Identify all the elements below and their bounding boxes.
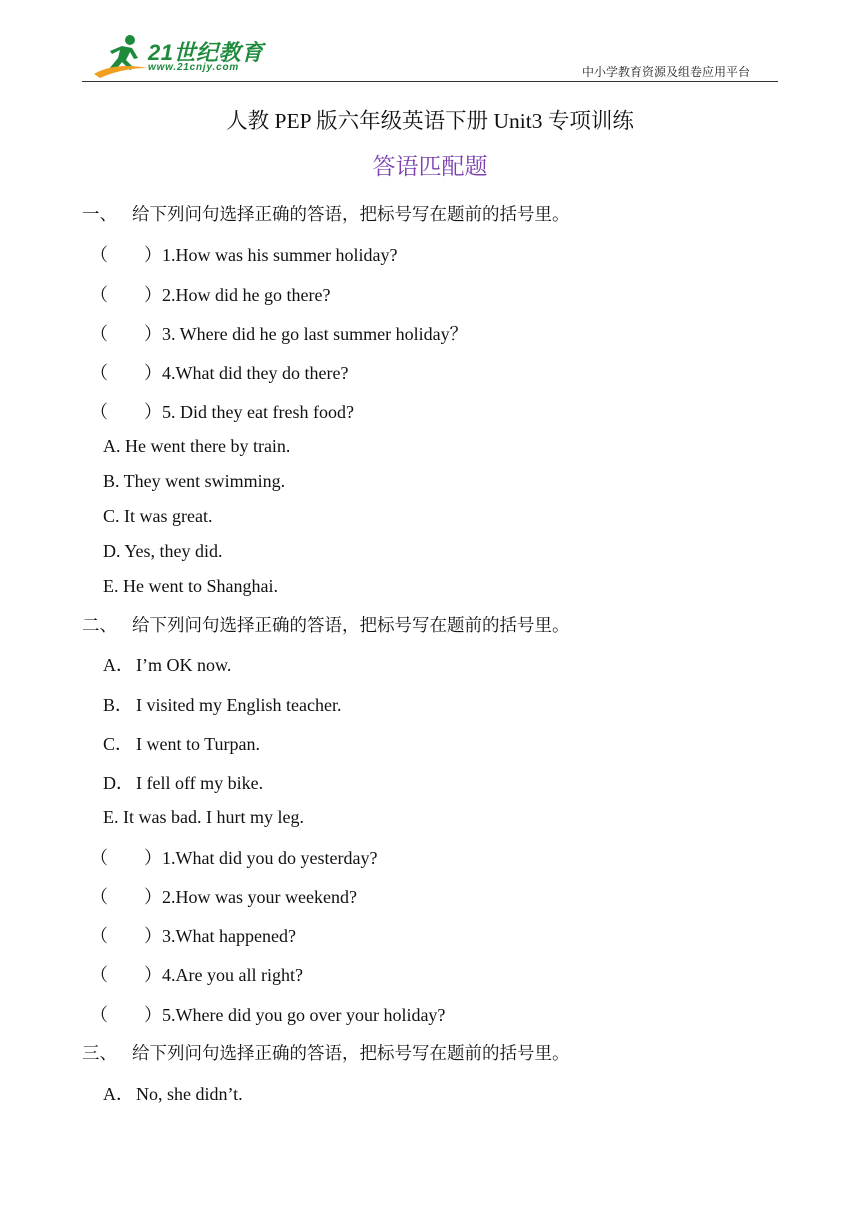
answer-blank-close: ） [144, 848, 162, 868]
answer-blank-open: （ [90, 848, 108, 868]
option-text: I went to Turpan. [136, 734, 261, 754]
answer-option [103, 730, 260, 756]
question-item [90, 320, 468, 346]
answer-blank-open: （ [90, 965, 108, 985]
answer-blank-close: ） [144, 887, 162, 907]
option-letter: B． [103, 695, 134, 715]
question-text: 4.Are you all right? [162, 965, 303, 985]
section-heading [82, 201, 570, 226]
answer-blank-open: （ [90, 363, 108, 383]
answer-blank-close: ） [144, 965, 162, 985]
option-text: I fell off my bike. [136, 773, 264, 793]
question-text: 5. Did they eat fresh food? [162, 402, 354, 422]
answer-blank-open: （ [90, 887, 108, 907]
section-instruction: 给下列问句选择正确的答语，把标号写在题前的括号里。 [132, 616, 570, 636]
answer-blank-close: ） [144, 285, 162, 305]
question-item [90, 281, 330, 307]
option-letter: A． [103, 655, 134, 675]
question-item [90, 844, 377, 870]
document-title: 人教 PEP 版六年级英语下册 Unit3 专项训练 [226, 109, 634, 133]
question-text: 3.What happened? [162, 926, 296, 946]
section-instruction: 给下列问句选择正确的答语，把标号写在题前的括号里。 [132, 205, 570, 225]
section-heading [82, 612, 570, 637]
question-item [90, 883, 357, 909]
answer-option [103, 651, 231, 677]
question-text: 1.How was his summer holiday? [162, 245, 398, 265]
page-header [0, 0, 860, 90]
answer-blank-close: ） [144, 245, 162, 265]
option-text: No, she didn’t. [136, 1084, 243, 1104]
answer-blank-close: ） [144, 402, 162, 422]
platform-tagline: 中小学教育资源及组卷应用平台 [582, 65, 751, 79]
answer-option [103, 769, 263, 795]
answer-blank-open: （ [90, 285, 108, 305]
question-text: 5.Where did you go over your holiday? [162, 1005, 446, 1025]
answer-blank-close: ） [144, 363, 162, 383]
question-text: 2.How was your weekend? [162, 887, 357, 907]
answer-blank-open: （ [90, 245, 108, 265]
section-instruction: 给下列问句选择正确的答语，把标号写在题前的括号里。 [132, 1044, 570, 1064]
question-item [90, 961, 303, 987]
answer-blank-open: （ [90, 1005, 108, 1025]
question-item [90, 359, 348, 385]
question-item [90, 241, 397, 267]
answer-option [103, 1080, 243, 1106]
header-divider [82, 81, 778, 82]
answer-option [103, 691, 341, 717]
question-item [90, 398, 354, 424]
answer-option: E. It was bad. I hurt my leg. [103, 807, 304, 827]
question-item [90, 922, 296, 948]
runner-logo-icon [92, 32, 152, 78]
option-letter: A． [103, 1084, 134, 1104]
section-number: 一、 [82, 205, 117, 225]
answer-blank-open: （ [90, 926, 108, 946]
question-text: 2.How did he go there? [162, 285, 331, 305]
answer-blank-close: ） [144, 1005, 162, 1025]
question-text: 3. Where did he go last summer holiday？ [162, 324, 468, 344]
section-heading [82, 1040, 570, 1065]
option-letter: C． [103, 734, 134, 754]
question-item [90, 1001, 445, 1027]
answer-option: A. He went there by train. [103, 436, 291, 456]
option-letter: D． [103, 773, 134, 793]
logo-url: www.21cnjy.com [148, 62, 240, 73]
answer-option: B. They went swimming. [103, 471, 286, 491]
section-number: 三、 [82, 1044, 117, 1064]
option-text: I’m OK now. [136, 655, 232, 675]
answer-option: C. It was great. [103, 506, 213, 526]
section-number: 二、 [82, 616, 117, 636]
answer-blank-open: （ [90, 324, 108, 344]
question-text: 4.What did they do there? [162, 363, 349, 383]
question-text: 1.What did you do yesterday? [162, 848, 378, 868]
answer-option: D. Yes, they did. [103, 541, 223, 561]
document-subtitle: 答语匹配题 [372, 154, 488, 180]
answer-blank-close: ） [144, 324, 162, 344]
answer-blank-close: ） [144, 926, 162, 946]
answer-blank-open: （ [90, 402, 108, 422]
option-text: I visited my English teacher. [136, 695, 342, 715]
logo-text: 21世纪教育 [148, 40, 264, 65]
answer-option: E. He went to Shanghai. [103, 576, 278, 596]
